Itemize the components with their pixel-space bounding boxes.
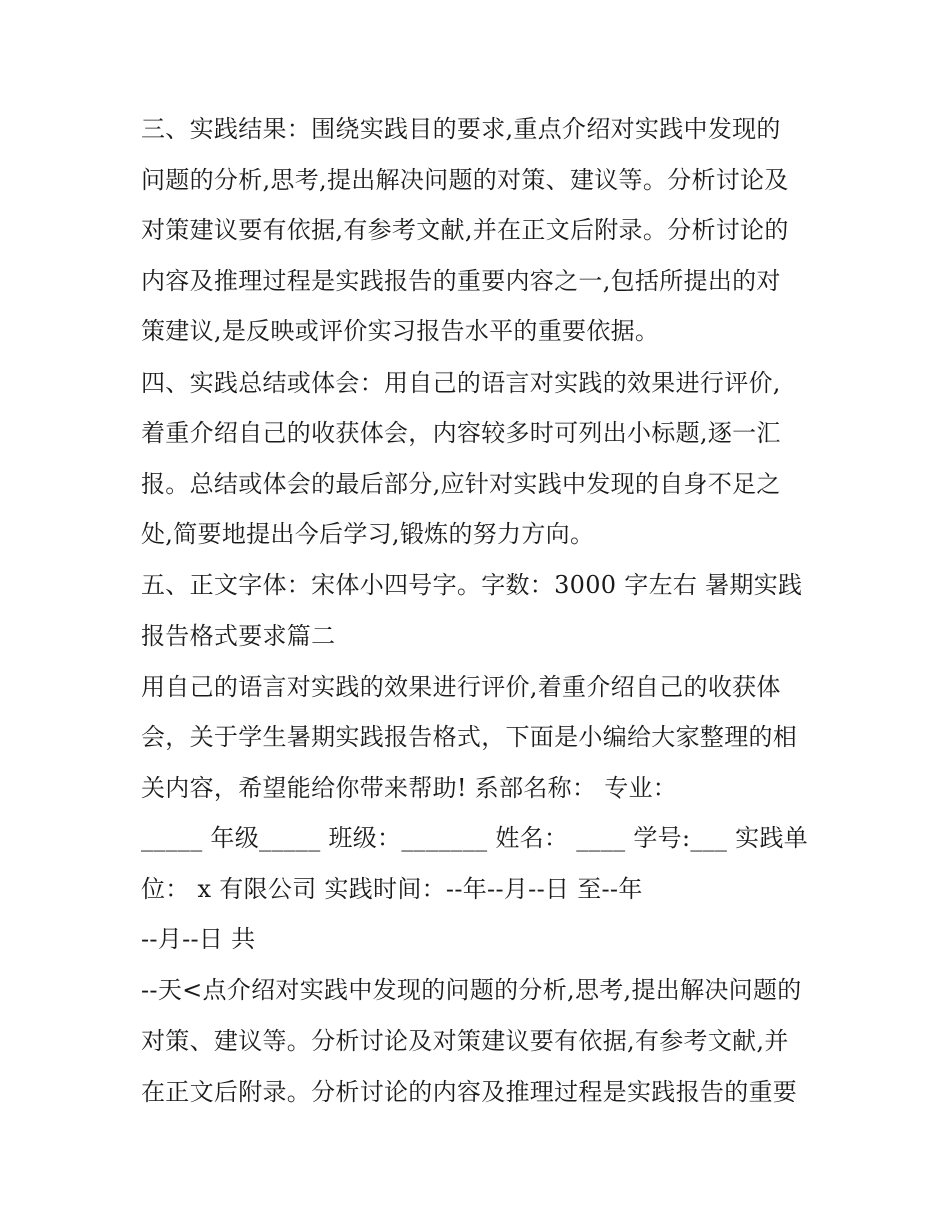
text-line: 着重介绍自己的收获体会，内容较多时可列出小标题,逐一汇 [141, 419, 781, 447]
text-line: 对策建议要有依据,有参考文献,并在正文后附录。分析讨论的 [141, 216, 789, 244]
text-line: 报告格式要求篇二 [141, 622, 336, 650]
text-line: 问题的分析,思考,提出解决问题的对策、建议等。分析讨论及 [141, 166, 789, 194]
text-line: 五、正文字体：宋体小四号字。字数：3000 字左右 暑期实践 [141, 571, 803, 599]
text-line: 处,简要地提出今后学习,锻炼的努力方向。 [141, 520, 595, 548]
text-line: 四、实践总结或体会：用自己的语言对实践的效果进行评价, [141, 369, 781, 397]
text-line: 内容及推理过程是实践报告的重要内容之一,包括所提出的对 [141, 267, 781, 295]
text-line: 报。总结或体会的最后部分,应针对实践中发现的自身不足之 [141, 470, 781, 498]
text-line: 策建议,是反映或评价实习报告水平的重要依据。 [141, 317, 660, 345]
text-line: 对策、建议等。分析讨论及对策建议要有依据,有参考文献,并 [141, 1027, 789, 1055]
text-line: _____ 年级_____ 班级：_______ 姓名： ____ 学号:___ 实践单 [141, 824, 809, 852]
text-line: 在正文后附录。分析讨论的内容及推理过程是实践报告的重要 [141, 1078, 798, 1106]
text-line: 三、实践结果：围绕实践目的要求,重点介绍对实践中发现的 [141, 115, 781, 143]
text-line: --天<点介绍对实践中发现的问题的分析,思考,提出解决问题的 [141, 976, 802, 1004]
text-line: 关内容，希望能给你带来帮助! 系部名称： 专业： [141, 774, 678, 802]
text-line: 用自己的语言对实践的效果进行评价,着重介绍自己的收获体 [141, 673, 781, 701]
text-line: 位： x 有限公司 实践时间：--年--月--日 至--年 [141, 875, 643, 903]
text-line: --月--日 共 [141, 925, 256, 953]
text-line: 会，关于学生暑期实践报告格式，下面是小编给大家整理的相 [141, 723, 798, 751]
